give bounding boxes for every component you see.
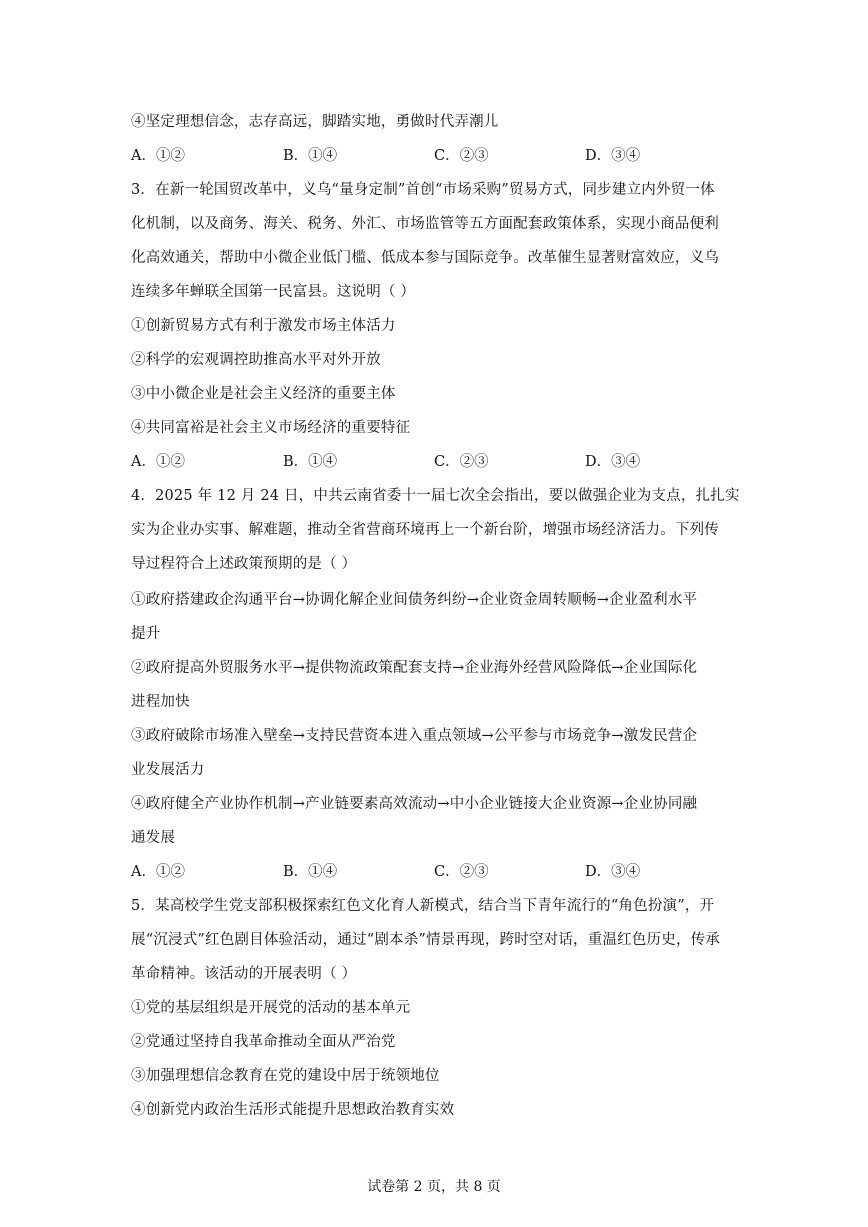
q3-stem-line: 3．在新一轮国贸改革中，义乌“量身定制”首创“市场采购”贸易方式，同步建立内外贸一体 — [131, 182, 715, 198]
q4-stem-line: 实为企业办实事、解难题，推动全省营商环境再上一个新台阶，增强市场经济活力。下列传 — [131, 522, 719, 538]
q3-stem-line: 化机制，以及商务、海关、税务、外汇、市场监管等五方面配套政策体系，实现小商品便利 — [131, 216, 719, 232]
q2-item-4: ④坚定理想信念，志存高远，脚踏实地，勇做时代弄潮儿 — [131, 114, 499, 130]
q4-option-a: A．①② — [131, 864, 185, 880]
q2-option-b: B．①④ — [283, 148, 338, 164]
q4-item-3: ③政府破除市场准入壁垒→支持民营资本进入重点领域→公平参与市场竞争→激发民营企 — [131, 728, 698, 744]
q4-item-3-cont: 业发展活力 — [131, 762, 205, 778]
q3-stem-line: 连续多年蝉联全国第一民富县。这说明（ ） — [131, 284, 416, 300]
q4-stem-line: 4．2025 年 12 月 24 日，中共云南省委十一届七次全会指出，要以做强企业为支点，扎扎实 — [131, 488, 740, 504]
q3-item-1: ①创新贸易方式有利于激发市场主体活力 — [131, 318, 396, 334]
q3-item-3: ③中小微企业是社会主义经济的重要主体 — [131, 386, 396, 402]
q5-item-1: ①党的基层组织是开展党的活动的基本单元 — [131, 1000, 411, 1016]
q4-item-2: ②政府提高外贸服务水平→提供物流政策配套支持→企业海外经营风险降低→企业国际化 — [131, 660, 698, 676]
q4-item-2-cont: 进程加快 — [131, 694, 190, 710]
q5-item-2: ②党通过坚持自我革命推动全面从严治党 — [131, 1034, 396, 1050]
q5-stem-line: 5．某高校学生党支部积极探索红色文化育人新模式，结合当下青年流行的“角色扮演”，开 — [131, 898, 715, 914]
q3-stem-line: 化高效通关，帮助中小微企业低门槛、低成本参与国际竞争。改革催生显著财富效应，义乌 — [131, 250, 719, 266]
q3-option-b: B．①④ — [283, 454, 338, 470]
q2-option-a: A．①② — [131, 148, 185, 164]
q5-item-3: ③加强理想信念教育在党的建设中居于统领地位 — [131, 1068, 440, 1084]
q4-option-d: D．③④ — [585, 864, 641, 880]
page-footer: 试卷第 2 页，共 8 页 — [367, 1179, 501, 1195]
q5-stem-line: 展“沉浸式”红色剧目体验活动，通过“剧本杀”情景再现，跨时空对话，重温红色历史，传承 — [131, 932, 721, 948]
q4-item-1-cont: 提升 — [131, 626, 161, 642]
q5-stem-line: 革命精神。该活动的开展表明（ ） — [131, 966, 357, 982]
q5-item-4: ④创新党内政治生活形式能提升思想政治教育实效 — [131, 1102, 455, 1118]
q4-option-b: B．①④ — [283, 864, 338, 880]
q4-stem-line: 导过程符合上述政策预期的是（ ） — [131, 556, 357, 572]
q2-option-c: C．②③ — [434, 148, 489, 164]
q3-option-a: A．①② — [131, 454, 185, 470]
q4-item-4-cont: 通发展 — [131, 830, 176, 846]
q4-item-1: ①政府搭建政企沟通平台→协调化解企业间债务纠纷→企业资金周转顺畅→企业盈利水平 — [131, 592, 698, 608]
q3-item-2: ②科学的宏观调控助推高水平对外开放 — [131, 352, 381, 368]
q3-item-4: ④共同富裕是社会主义市场经济的重要特征 — [131, 420, 411, 436]
q3-option-d: D．③④ — [585, 454, 641, 470]
q4-item-4: ④政府健全产业协作机制→产业链要素高效流动→中小企业链接大企业资源→企业协同融 — [131, 796, 698, 812]
q4-option-c: C．②③ — [434, 864, 489, 880]
q3-option-c: C．②③ — [434, 454, 489, 470]
q2-option-d: D．③④ — [585, 148, 641, 164]
